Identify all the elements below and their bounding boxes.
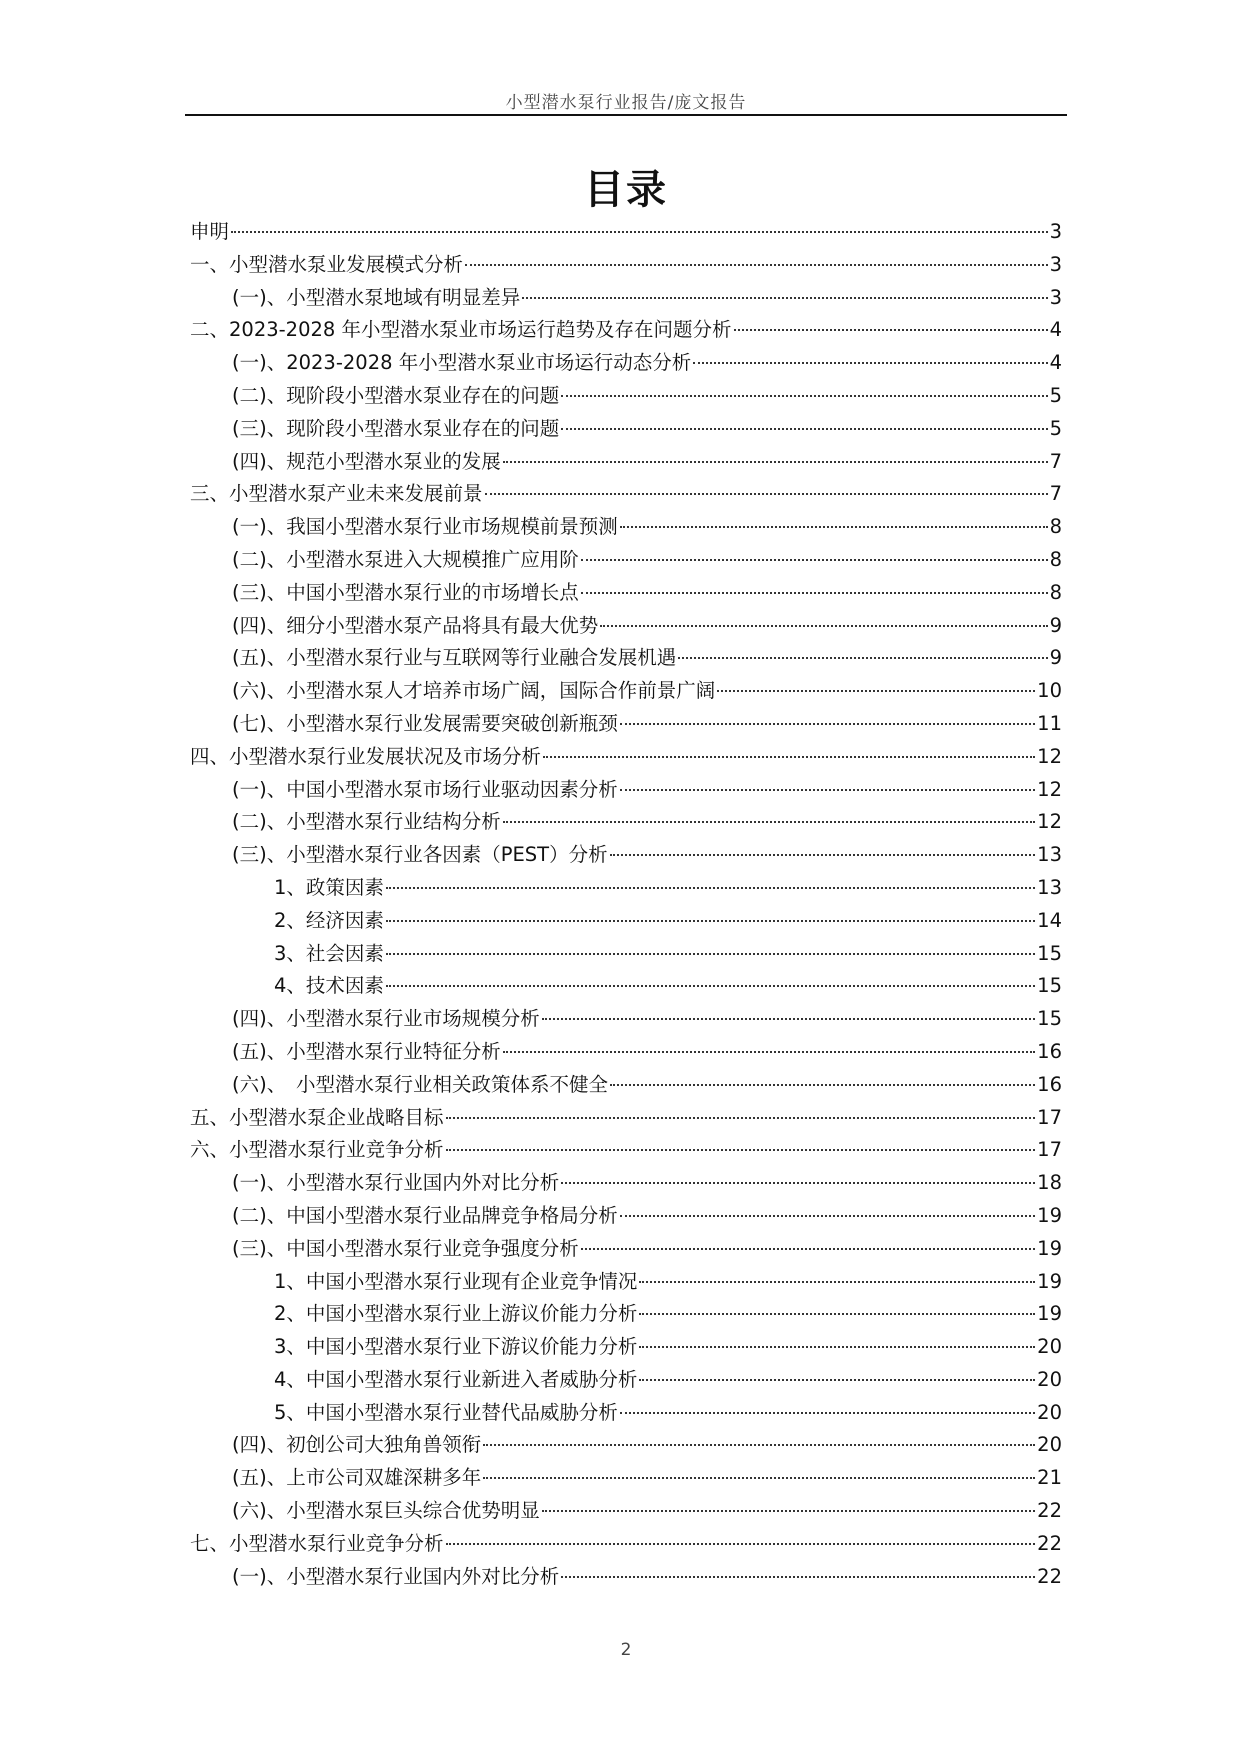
- toc-entry-page: 20: [1037, 1433, 1062, 1457]
- toc-entry-page: 20: [1037, 1335, 1062, 1359]
- toc-entry-title: 二、2023-2028 年小型潜水泵业市场运行趋势及存在问题分析: [190, 318, 732, 342]
- toc-entry[interactable]: [190, 380, 1062, 413]
- dot-leader: [639, 1312, 1035, 1315]
- toc-entry-title: 2、经济因素: [274, 908, 384, 932]
- toc-entry-page: 21: [1037, 1466, 1062, 1490]
- dot-leader: [503, 820, 1035, 823]
- toc-entry[interactable]: [190, 413, 1062, 446]
- toc-entry[interactable]: [190, 1036, 1062, 1069]
- toc-entry-title: (三)、现阶段小型潜水泵业存在的问题: [232, 416, 560, 440]
- dot-leader: [561, 394, 1047, 397]
- toc-entry-title: 4、技术因素: [274, 974, 384, 998]
- toc-entry[interactable]: [190, 675, 1062, 708]
- toc-entry[interactable]: [190, 1069, 1062, 1102]
- toc-entry-title: (三)、中国小型潜水泵行业的市场增长点: [232, 580, 579, 604]
- toc-entry[interactable]: [190, 511, 1062, 544]
- toc-entry[interactable]: [190, 1167, 1062, 1200]
- toc-entry[interactable]: [190, 1233, 1062, 1266]
- toc-entry[interactable]: [190, 478, 1062, 511]
- toc-entry[interactable]: [190, 708, 1062, 741]
- toc-entry[interactable]: [190, 938, 1062, 971]
- toc-entry[interactable]: [190, 282, 1062, 315]
- toc-entry-title: (一)、小型潜水泵地域有明显差异: [232, 285, 521, 309]
- toc-entry-page: 16: [1037, 1039, 1062, 1063]
- toc-entry[interactable]: [190, 1528, 1062, 1561]
- dot-leader: [483, 1476, 1035, 1479]
- toc-entry[interactable]: [190, 970, 1062, 1003]
- toc-entry[interactable]: [190, 872, 1062, 905]
- dot-leader: [543, 755, 1035, 758]
- toc-entry-title: (三)、中国小型潜水泵行业竞争强度分析: [232, 1236, 579, 1260]
- dot-leader: [581, 1247, 1035, 1250]
- toc-entry-page: 15: [1037, 941, 1062, 965]
- toc-entry-title: 申明: [190, 220, 230, 243]
- toc-entry[interactable]: [190, 839, 1062, 872]
- toc-entry-title: 3、社会因素: [274, 941, 384, 965]
- toc-entry[interactable]: [190, 806, 1062, 839]
- toc-entry-title: (一)、小型潜水泵行业国内外对比分析: [232, 1564, 560, 1588]
- running-header: 小型潜水泵行业报告/庞文报告: [505, 93, 747, 113]
- toc-entry-title: (五)、小型潜水泵行业特征分析: [232, 1039, 501, 1063]
- toc-entry[interactable]: [190, 216, 1062, 249]
- dot-leader: [620, 1411, 1035, 1414]
- toc-entry-title: (四)、细分小型潜水泵产品将具有最大优势: [232, 613, 599, 637]
- toc-entry-title: (七)、小型潜水泵行业发展需要突破创新瓶颈: [232, 711, 618, 735]
- toc-entry-title: 四、小型潜水泵行业发展状况及市场分析: [190, 744, 542, 768]
- toc-entry-page: 7: [1049, 449, 1062, 473]
- toc-entry[interactable]: [190, 1298, 1062, 1331]
- toc-entry[interactable]: [190, 314, 1062, 347]
- toc-entry[interactable]: [190, 905, 1062, 938]
- toc-entry-page: 12: [1037, 810, 1062, 834]
- header-divider: [185, 114, 1067, 116]
- dot-leader: [386, 886, 1035, 889]
- toc-entry-page: 4: [1049, 351, 1062, 375]
- toc-entry-page: 16: [1037, 1072, 1062, 1096]
- dot-leader: [693, 361, 1047, 364]
- dot-leader: [620, 1214, 1035, 1217]
- toc-entry[interactable]: [190, 1331, 1062, 1364]
- dot-leader: [483, 1443, 1035, 1446]
- toc-entry-page: 17: [1037, 1138, 1062, 1162]
- toc-entry-title: 4、中国小型潜水泵行业新进入者威胁分析: [274, 1367, 638, 1391]
- dot-leader: [610, 853, 1036, 856]
- toc-entry-title: 三、小型潜水泵产业未来发展前景: [190, 482, 483, 506]
- toc-entry-title: (二)、现阶段小型潜水泵业存在的问题: [232, 383, 560, 407]
- toc-entry-title: (四)、规范小型潜水泵业的发展: [232, 449, 501, 473]
- dot-leader: [620, 525, 1048, 528]
- toc-entry[interactable]: [190, 249, 1062, 282]
- dot-leader: [639, 1280, 1035, 1283]
- toc-entry[interactable]: [190, 1200, 1062, 1233]
- toc-entry-title: (三)、小型潜水泵行业各因素（PEST）分析: [232, 843, 608, 867]
- toc-entry-title: (一)、中国小型潜水泵市场行业驱动因素分析: [232, 777, 618, 801]
- toc-entry-title: (六)、 小型潜水泵行业相关政策体系不健全: [232, 1072, 608, 1096]
- dot-leader: [386, 952, 1035, 955]
- dot-leader: [610, 1083, 1035, 1086]
- toc-entry-page: 19: [1037, 1203, 1062, 1227]
- toc-entry-title: (二)、中国小型潜水泵行业品牌竞争格局分析: [232, 1203, 618, 1227]
- toc-entry-page: 13: [1037, 875, 1062, 899]
- toc-entry-title: 1、中国小型潜水泵行业现有企业竞争情况: [274, 1269, 638, 1293]
- dot-leader: [231, 230, 1048, 233]
- toc-entry-page: 8: [1049, 580, 1062, 604]
- dot-leader: [620, 788, 1035, 791]
- toc-entry-title: 1、政策因素: [274, 875, 384, 899]
- toc-entry-page: 22: [1037, 1531, 1062, 1555]
- toc-entry-page: 3: [1049, 252, 1062, 276]
- dot-leader: [581, 558, 1048, 561]
- toc-entry-title: (二)、小型潜水泵进入大规模推广应用阶: [232, 547, 579, 571]
- dot-leader: [581, 591, 1048, 594]
- toc-entry-page: 11: [1037, 711, 1062, 735]
- toc-entry-title: (一)、我国小型潜水泵行业市场规模前景预测: [232, 515, 618, 539]
- toc-entry-page: 3: [1049, 285, 1062, 309]
- toc-entry-title: (一)、小型潜水泵行业国内外对比分析: [232, 1171, 560, 1195]
- toc-entry[interactable]: [190, 1134, 1062, 1167]
- dot-leader: [503, 460, 1048, 463]
- toc-entry-title: (一)、2023-2028 年小型潜水泵业市场运行动态分析: [232, 351, 692, 375]
- dot-leader: [465, 263, 1048, 266]
- dot-leader: [446, 1148, 1036, 1151]
- toc-entry[interactable]: [190, 446, 1062, 479]
- toc-entry-page: 18: [1037, 1171, 1062, 1195]
- dot-leader: [639, 1378, 1035, 1381]
- toc-entry-page: 4: [1049, 318, 1062, 342]
- dot-leader: [485, 492, 1048, 495]
- dot-leader: [678, 656, 1047, 659]
- table-of-contents: [190, 216, 1062, 1593]
- toc-entry[interactable]: [190, 1397, 1062, 1430]
- dot-leader: [561, 1181, 1035, 1184]
- toc-entry[interactable]: [190, 1364, 1062, 1397]
- toc-entry-title: 五、小型潜水泵企业战略目标: [190, 1105, 444, 1129]
- dot-leader: [386, 919, 1035, 922]
- toc-entry-page: 19: [1037, 1269, 1062, 1293]
- dot-leader: [717, 689, 1035, 692]
- toc-entry[interactable]: [190, 1102, 1062, 1135]
- toc-entry[interactable]: [190, 347, 1062, 380]
- dot-leader: [639, 1345, 1035, 1348]
- toc-entry-page: 13: [1037, 843, 1062, 867]
- toc-entry-page: 22: [1037, 1564, 1062, 1588]
- toc-entry-page: 5: [1049, 416, 1062, 440]
- dot-leader: [600, 624, 1047, 627]
- toc-entry[interactable]: [190, 1462, 1062, 1495]
- toc-entry-page: 3: [1049, 220, 1062, 243]
- toc-entry[interactable]: [190, 577, 1062, 610]
- toc-entry[interactable]: [190, 1003, 1062, 1036]
- toc-entry-page: 20: [1037, 1400, 1062, 1424]
- toc-entry[interactable]: [190, 610, 1062, 643]
- toc-entry[interactable]: [190, 1561, 1062, 1594]
- dot-leader: [446, 1542, 1036, 1545]
- dot-leader: [446, 1116, 1036, 1119]
- toc-entry-title: 5、中国小型潜水泵行业替代品威胁分析: [274, 1400, 618, 1424]
- toc-entry-page: 7: [1049, 482, 1062, 506]
- dot-leader: [522, 296, 1047, 299]
- toc-entry-page: 9: [1049, 613, 1062, 637]
- toc-entry-title: 3、中国小型潜水泵行业下游议价能力分析: [274, 1335, 638, 1359]
- toc-entry-title: (四)、初创公司大独角兽领衔: [232, 1433, 482, 1457]
- dot-leader: [620, 722, 1035, 725]
- toc-entry-title: (五)、上市公司双雄深耕多年: [232, 1466, 482, 1490]
- toc-entry[interactable]: [190, 1429, 1062, 1462]
- dot-leader: [503, 1050, 1035, 1053]
- page-title: 目录: [584, 166, 668, 213]
- toc-entry[interactable]: [190, 774, 1062, 807]
- toc-entry-title: (六)、小型潜水泵人才培养市场广阔，国际合作前景广阔: [232, 679, 716, 703]
- toc-entry-title: 六、小型潜水泵行业竞争分析: [190, 1138, 444, 1162]
- toc-entry[interactable]: [190, 544, 1062, 577]
- toc-entry-page: 15: [1037, 974, 1062, 998]
- dot-leader: [542, 1017, 1035, 1020]
- toc-entry[interactable]: [190, 1266, 1062, 1299]
- toc-entry-title: 2、中国小型潜水泵行业上游议价能力分析: [274, 1302, 638, 1326]
- page-number: 2: [620, 1640, 632, 1660]
- dot-leader: [734, 328, 1048, 331]
- toc-entry[interactable]: [190, 741, 1062, 774]
- toc-entry-title: 一、小型潜水泵业发展模式分析: [190, 252, 464, 276]
- toc-entry-page: 10: [1037, 679, 1062, 703]
- toc-entry-page: 17: [1037, 1105, 1062, 1129]
- toc-entry-page: 12: [1037, 777, 1062, 801]
- toc-entry[interactable]: [190, 1495, 1062, 1528]
- toc-entry-page: 15: [1037, 1007, 1062, 1031]
- toc-entry-title: (四)、小型潜水泵行业市场规模分析: [232, 1007, 540, 1031]
- toc-entry-page: 22: [1037, 1499, 1062, 1523]
- dot-leader: [386, 984, 1035, 987]
- dot-leader: [561, 1575, 1035, 1578]
- toc-entry-page: 5: [1049, 383, 1062, 407]
- toc-entry-page: 14: [1037, 908, 1062, 932]
- toc-entry-page: 20: [1037, 1367, 1062, 1391]
- toc-entry-page: 19: [1037, 1236, 1062, 1260]
- toc-entry-page: 8: [1049, 515, 1062, 539]
- toc-entry-page: 8: [1049, 547, 1062, 571]
- toc-entry-page: 19: [1037, 1302, 1062, 1326]
- toc-entry-title: (二)、小型潜水泵行业结构分析: [232, 810, 501, 834]
- dot-leader: [561, 427, 1047, 430]
- toc-entry[interactable]: [190, 642, 1062, 675]
- toc-entry-title: (六)、小型潜水泵巨头综合优势明显: [232, 1499, 540, 1523]
- toc-entry-title: 七、小型潜水泵行业竞争分析: [190, 1531, 444, 1555]
- toc-entry-page: 12: [1037, 744, 1062, 768]
- toc-entry-title: (五)、小型潜水泵行业与互联网等行业融合发展机遇: [232, 646, 677, 670]
- toc-entry-page: 9: [1049, 646, 1062, 670]
- dot-leader: [542, 1509, 1035, 1512]
